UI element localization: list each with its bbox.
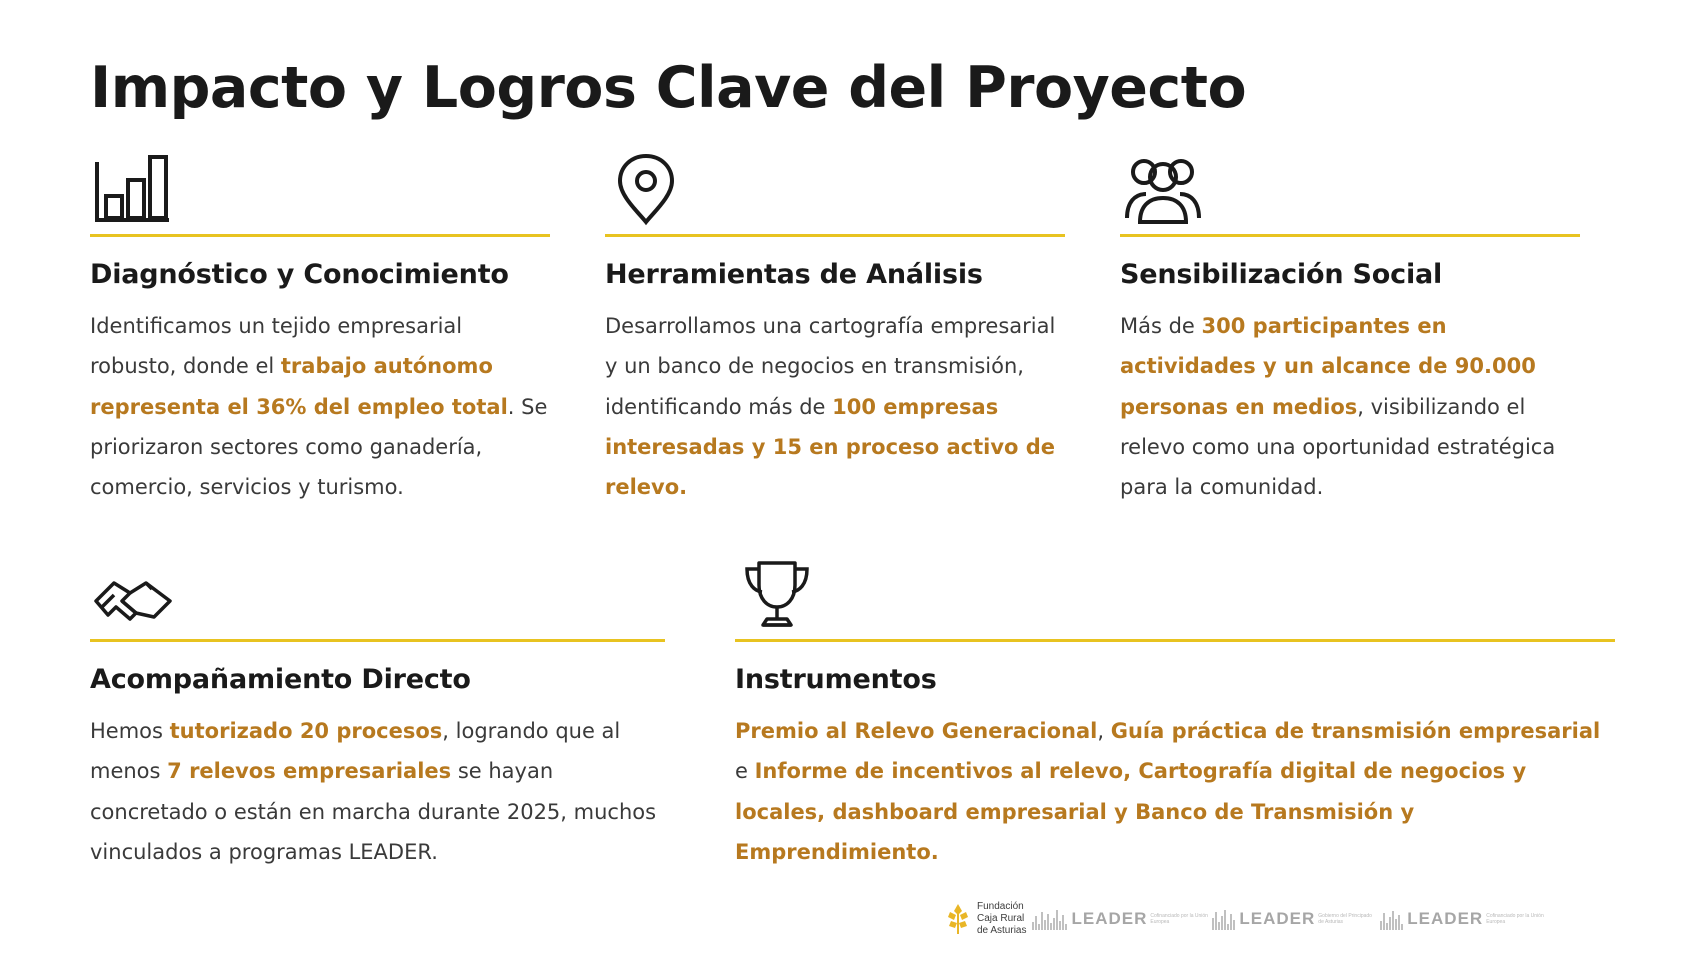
text-run: Más de: [1120, 314, 1202, 338]
text-run-highlight: 300 participantes en actividades y un alcance de 90.000 personas en medios: [1120, 314, 1536, 419]
card-title: Acompañamiento Directo: [90, 664, 471, 695]
fundacion-logo-text: [977, 901, 1026, 938]
map-pin-icon: [605, 150, 1065, 228]
card-sensibilizacion: [1120, 150, 1635, 508]
card-instrumentos: [735, 555, 1635, 872]
trophy-icon: [735, 555, 1615, 633]
logo-line-3: de Asturias: [977, 925, 1027, 937]
text-run-highlight: Informe de incentivos al relevo, Cartografía digital de negocios y locales, dashboard empresarial y Banco de Transmisión y Emprendimiento.: [735, 759, 1527, 864]
leader-wordmark: LEADER: [1239, 909, 1316, 928]
leader-logo: [1239, 909, 1376, 929]
leader-logo: [1407, 909, 1544, 929]
leader-caption: Cofinanciado por la Unión Europea: [1486, 912, 1544, 925]
card-body: [90, 711, 665, 872]
decorative-bars: [1380, 908, 1403, 930]
people-group-icon: [1120, 150, 1580, 228]
card-herramientas: [605, 150, 1120, 508]
card-body: [605, 306, 1065, 508]
card-rule: [90, 234, 550, 237]
text-run-highlight: Premio al Relevo Generacional: [735, 719, 1098, 743]
text-run: e: [735, 759, 755, 784]
page-title: Impacto y Logros Clave del Proyecto: [90, 55, 1247, 121]
card-rule: [1120, 234, 1580, 237]
text-run-highlight: 100 empresas interesadas y 15 en proceso activo de relevo.: [605, 394, 1056, 500]
text-run-highlight: tutorizado 20 procesos: [169, 719, 443, 743]
handshake-icon: [90, 555, 665, 633]
cards-row-top: [90, 150, 1635, 508]
text-run: Desarrollamos una cartografía empresarial y un banco de negocios en transmisión, identificando más de: [605, 314, 1056, 419]
text-run-highlight: 7 relevos empresariales: [167, 759, 452, 784]
card-title: Instrumentos: [735, 664, 937, 695]
decorative-bars: [1032, 908, 1067, 930]
cards-row-bottom: [90, 555, 1635, 872]
card-diagnostico: [90, 150, 605, 508]
card-body: [735, 711, 1615, 872]
card-title: Herramientas de Análisis: [605, 259, 983, 290]
text-run: se hayan concretado o están en marcha durante 2025, muchos vinculados a programas LEADER.: [90, 759, 657, 864]
leader-caption: Cofinanciado por la Unión Europea: [1150, 912, 1208, 925]
card-rule: [735, 639, 1615, 642]
leader-wordmark: LEADER: [1407, 909, 1484, 928]
card-rule: [605, 234, 1065, 237]
caja-rural-ear-of-wheat-icon: [945, 902, 971, 936]
card-rule: [90, 639, 665, 642]
leader-wordmark: LEADER: [1071, 909, 1148, 928]
leader-caption: Gobierno del Principado de Asturias: [1318, 912, 1372, 925]
text-run-highlight: trabajo autónomo representa el 36% del empleo total: [90, 354, 508, 419]
card-body: [90, 306, 550, 508]
text-run-highlight: Guía práctica de transmisión empresarial: [1110, 719, 1601, 743]
leader-logo: [1071, 909, 1208, 929]
leader-logo-strip: [1032, 908, 1650, 930]
decorative-bars: [1212, 908, 1235, 930]
text-run: . Se priorizaron sectores como ganadería, comercio, servicios y turismo.: [90, 394, 548, 500]
text-run: , logrando que al menos: [90, 719, 621, 784]
text-run: Identificamos un tejido empresarial robusto, donde el: [90, 314, 463, 379]
card-title: Sensibilización Social: [1120, 259, 1443, 290]
logo-line-2: Caja Rural: [977, 912, 1025, 924]
text-run: ,: [1097, 719, 1111, 743]
text-run: Hemos: [90, 719, 170, 743]
card-acompanamiento: [90, 555, 735, 872]
card-title: Diagnóstico y Conocimiento: [90, 259, 509, 290]
fundacion-caja-rural-logo: [945, 901, 1026, 938]
bar-chart-icon: [90, 150, 550, 228]
text-run: , visibilizando el relevo como una oportunidad estratégica para la comunidad.: [1120, 394, 1556, 500]
card-body: [1120, 306, 1580, 508]
logo-line-1: Fundación: [977, 900, 1024, 912]
footer-logos: [945, 895, 1650, 943]
